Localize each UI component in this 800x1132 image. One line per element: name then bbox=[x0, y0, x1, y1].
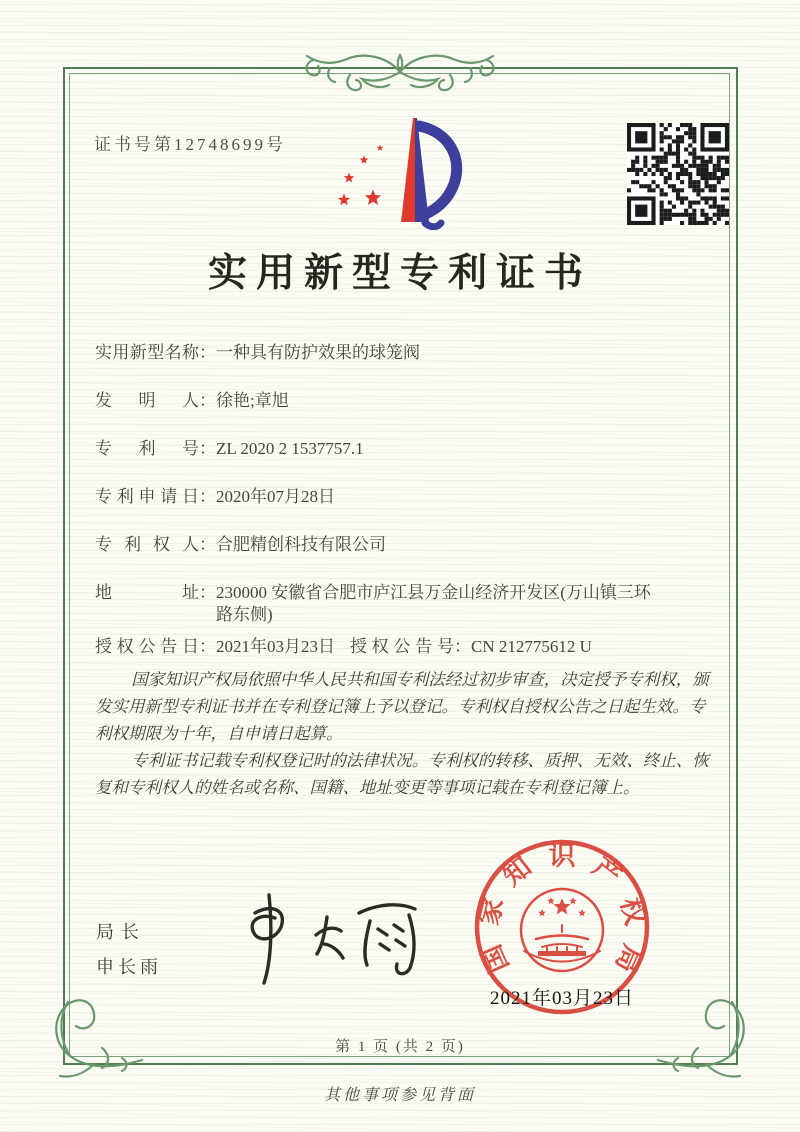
svg-text:国: 国 bbox=[476, 940, 515, 978]
field-value: ZL 2020 2 1537757.1 bbox=[216, 439, 364, 458]
field-colon: ： bbox=[199, 391, 216, 410]
field-colon: ： bbox=[454, 637, 471, 656]
top-ornament bbox=[285, 44, 515, 100]
field-label: 发明人 bbox=[95, 391, 199, 410]
field-colon: ： bbox=[199, 583, 216, 602]
field-colon: ： bbox=[199, 535, 216, 554]
svg-text:产: 产 bbox=[587, 851, 627, 892]
svg-text:局: 局 bbox=[609, 940, 648, 978]
field-row-inventor bbox=[95, 390, 695, 412]
field-row-address bbox=[95, 582, 695, 624]
grant-date-value: 2021年03月23日 bbox=[216, 637, 335, 656]
field-label: 专利号 bbox=[95, 439, 199, 458]
field-label: 授权公告号 bbox=[350, 637, 454, 656]
field-value: 230000 安徽省合肥市庐江县万金山经济开发区(万山镇三环路东侧) bbox=[216, 583, 651, 624]
grant-number-value: CN 212775612 U bbox=[471, 637, 592, 656]
fields-section bbox=[95, 342, 695, 658]
field-label: 地址 bbox=[95, 583, 199, 602]
field-colon: ： bbox=[199, 343, 216, 362]
field-row-grant bbox=[95, 636, 695, 658]
paragraph-register-statement: 专利证书记载专利权登记时的法律状况。专利权的转移、质押、无效、终止、恢复和专利权人的姓名或名称、国籍、地址变更等事项记载在专利登记簿上。 bbox=[95, 751, 709, 797]
paragraph-grant-statement: 国家知识产权局依照中华人民共和国专利法经过初步审查，决定授予专利权，颁发实用新型专利证书并在专利登记簿上予以登记。专利权自授权公告之日起生效。专利权期限为十年，自申请日起算。 bbox=[95, 670, 709, 743]
seal-emblem-stars bbox=[538, 897, 586, 916]
field-value: 2020年07月28日 bbox=[216, 487, 335, 506]
corner-flourish-bottom-left bbox=[38, 988, 148, 1080]
field-value: 徐艳;章旭 bbox=[216, 391, 289, 410]
field-colon: ： bbox=[199, 487, 216, 506]
field-row-name bbox=[95, 342, 695, 364]
field-row-patent-no bbox=[95, 438, 695, 460]
field-label: 专利申请日 bbox=[95, 487, 199, 506]
logo-needle-red bbox=[401, 118, 415, 222]
svg-text:知: 知 bbox=[497, 851, 537, 892]
director-name: 申长雨 bbox=[96, 957, 162, 977]
field-value: 一种具有防护效果的球笼阀 bbox=[216, 343, 420, 362]
back-note: 其他事项参见背面 bbox=[323, 1087, 476, 1104]
svg-text:家: 家 bbox=[473, 894, 509, 929]
svg-text:识: 识 bbox=[548, 841, 576, 871]
logo-p-tail bbox=[425, 223, 441, 227]
qr-code bbox=[627, 123, 729, 225]
director-signature-icon bbox=[213, 883, 433, 993]
field-label: 授权公告日 bbox=[95, 637, 199, 656]
grant-number-group bbox=[350, 636, 695, 658]
corner-flourish-bottom-right bbox=[652, 988, 762, 1080]
field-row-filing-date bbox=[95, 486, 695, 508]
field-label: 实用新型名称 bbox=[95, 343, 199, 362]
certificate-title: 实用新型专利证书 bbox=[207, 252, 592, 295]
field-colon: ： bbox=[199, 637, 216, 656]
cnipa-logo-icon bbox=[335, 110, 475, 230]
page-number: 第 1 页 (共 2 页) bbox=[335, 1039, 465, 1055]
legal-paragraphs bbox=[95, 666, 711, 801]
field-colon: ： bbox=[199, 439, 216, 458]
certificate-number: 证书号第12748699号 bbox=[94, 135, 286, 154]
svg-text:权: 权 bbox=[615, 894, 651, 929]
field-label: 专利权人 bbox=[95, 535, 199, 554]
field-row-patentee bbox=[95, 534, 695, 556]
field-value: 合肥精创科技有限公司 bbox=[216, 535, 386, 554]
logo-stars bbox=[338, 145, 384, 206]
seal-date: 2021年03月23日 bbox=[489, 988, 634, 1009]
grant-date-group bbox=[95, 636, 350, 658]
director-title: 局长 bbox=[96, 922, 146, 942]
